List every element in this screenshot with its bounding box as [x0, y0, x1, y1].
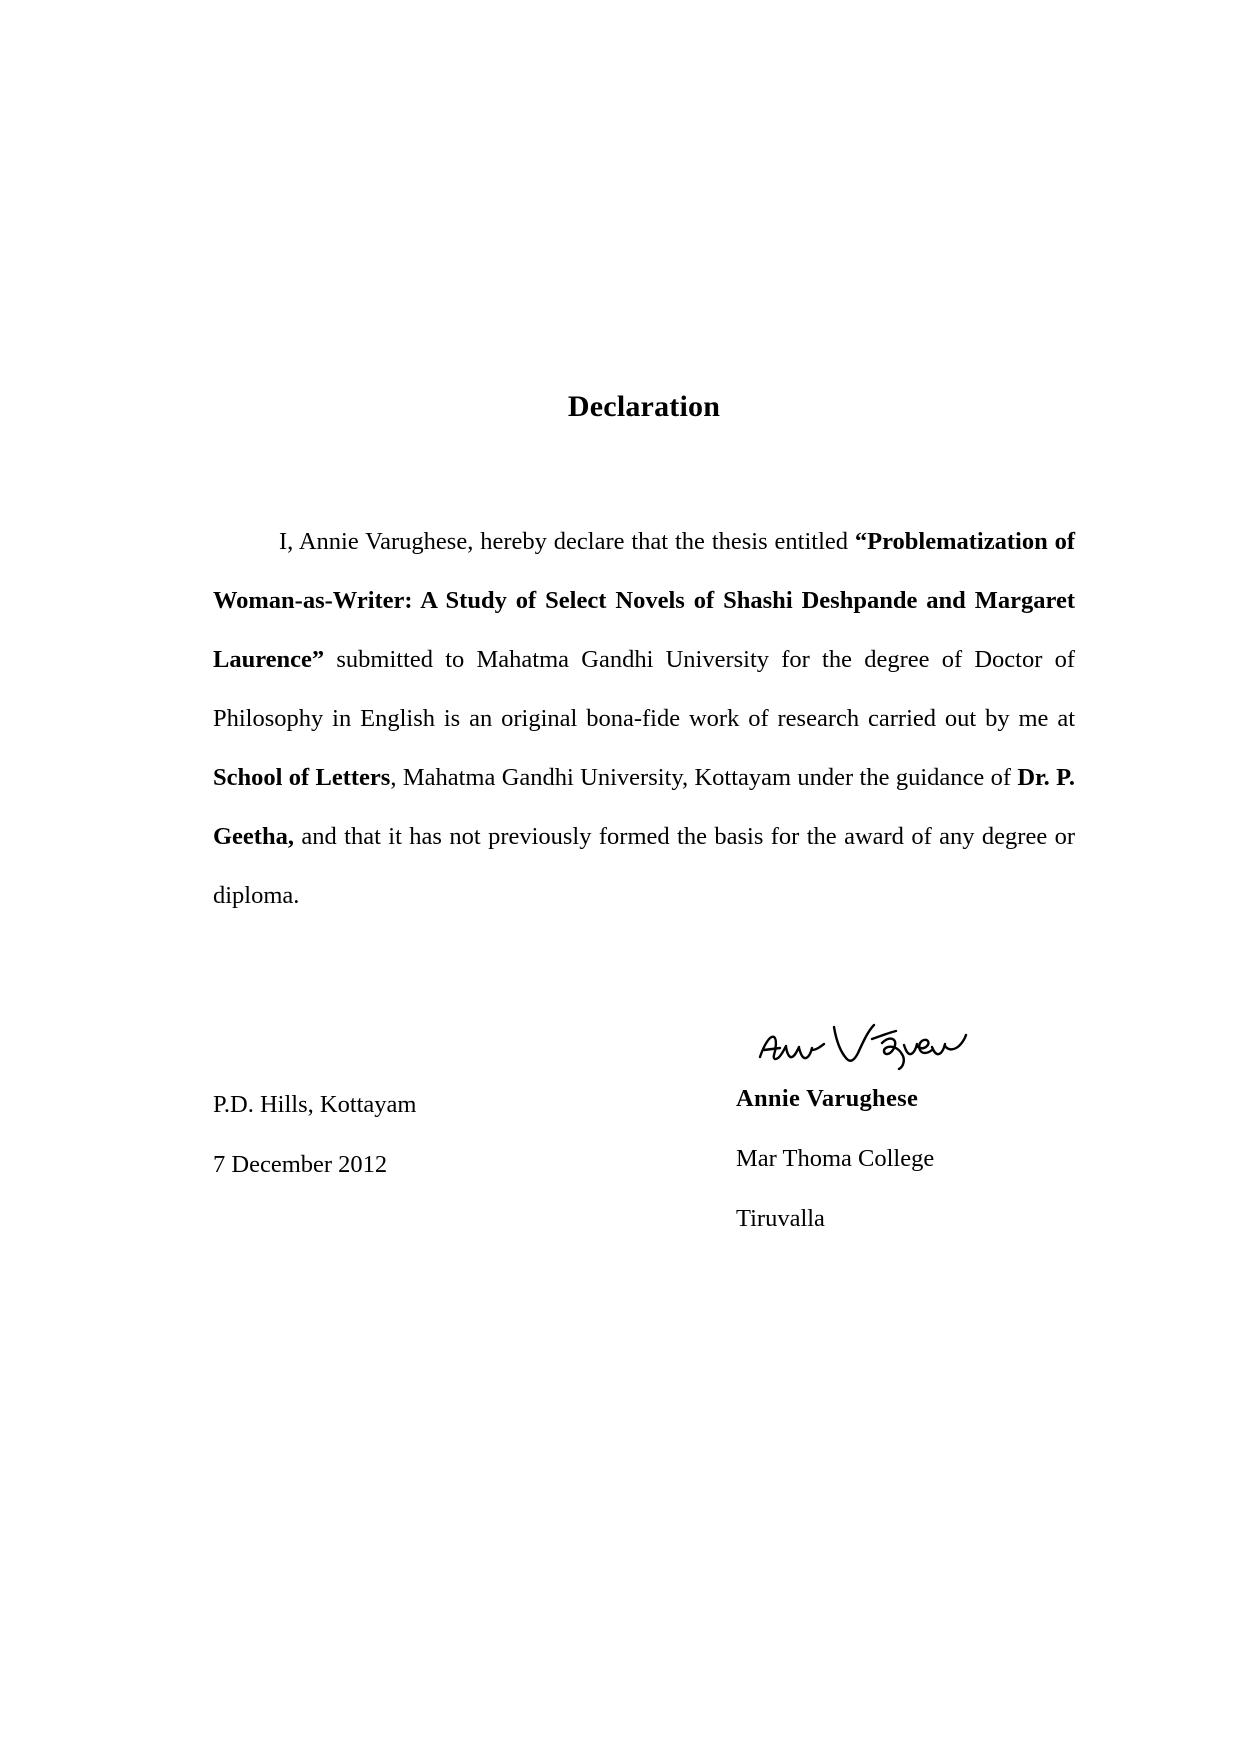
guide-name: Dr. P. Geetha, [213, 764, 1075, 850]
handwritten-signature-icon [754, 1017, 974, 1075]
signatory-affiliation: Mar Thoma College [736, 1145, 935, 1172]
declaration-paragraph [213, 512, 1075, 925]
declaration-mid-1: submitted to Mahatma Gandhi University for the degree of Doctor of Philosophy in English is an original bona-fide work of research carried out by me at [213, 646, 1075, 732]
thesis-title: “Problematization of Woman-as-Writer: A Study of Select Novels of Shashi Deshpande and Margaret Laurence” [213, 528, 1076, 673]
declaration-lead: I, Annie Varughese, hereby declare that the thesis entitled [279, 528, 855, 555]
date-line: 7 December 2012 [213, 1151, 388, 1178]
signatory-location: Tiruvalla [736, 1205, 825, 1232]
place-date-column [213, 1075, 417, 1195]
page-title: Declaration [567, 390, 721, 423]
declaration-mid-2: , Mahatma Gandhi University, Kottayam under the guidance of [390, 764, 1018, 791]
document-content [213, 0, 1076, 1232]
signatory-name: Annie Varughese [736, 1085, 919, 1112]
signatory-column [736, 1017, 974, 1249]
place-line: P.D. Hills, Kottayam [213, 1091, 417, 1118]
declaration-tail: and that it has not previously formed the basis for the award of any degree or diploma. [213, 823, 1075, 909]
institution-name: School of Letters [213, 764, 391, 791]
